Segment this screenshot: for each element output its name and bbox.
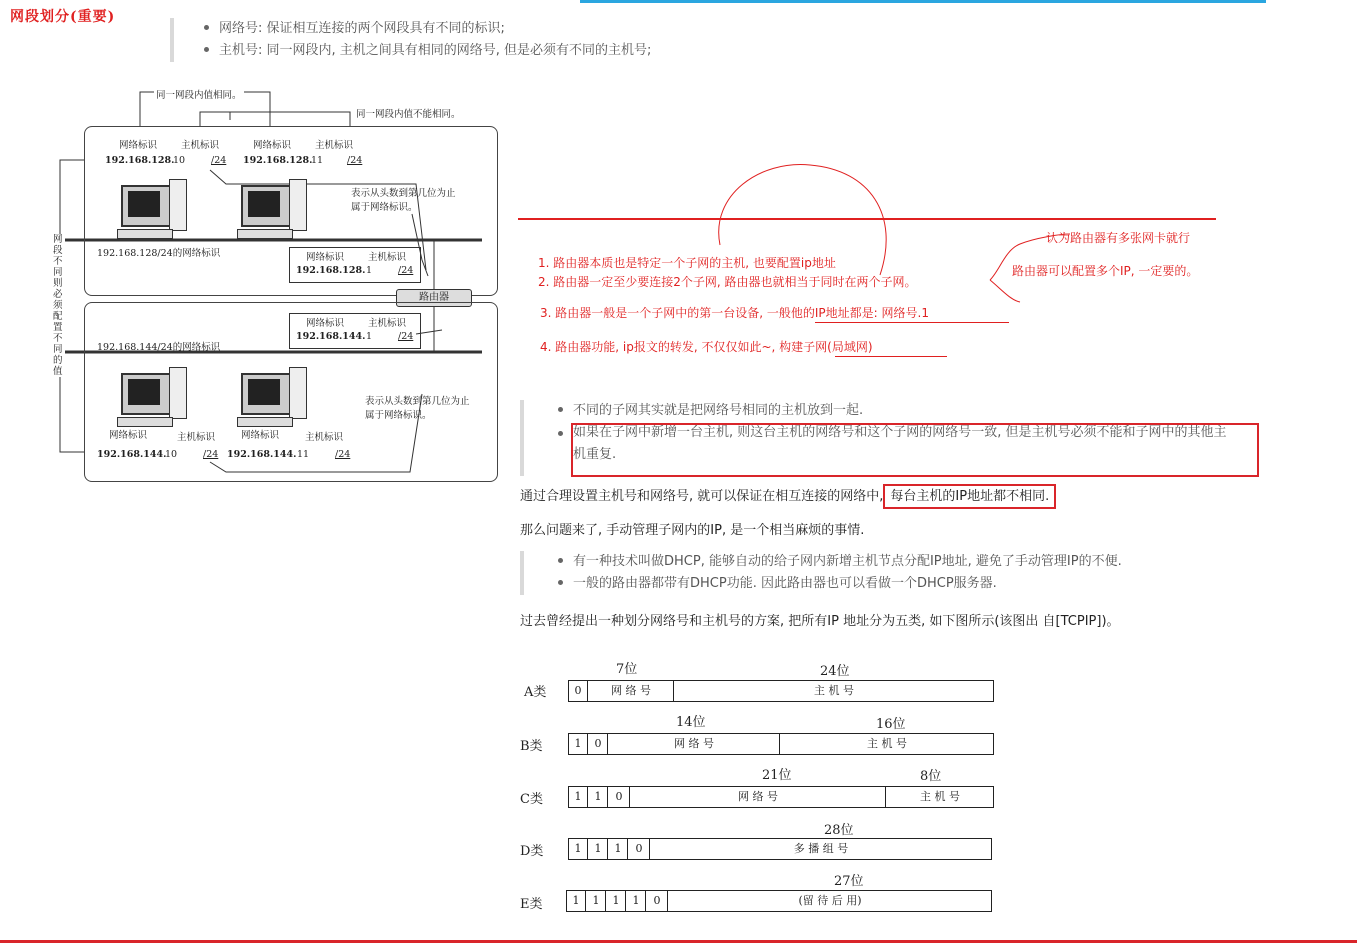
bullet-item (204, 40, 651, 62)
host-bit-count: 16位 (876, 717, 906, 732)
bullet-text: 有一种技术叫做DHCP, 能够自动的给子网内新增主机节点分配IP地址, 避免了手动管理IP的不便. (573, 554, 1122, 569)
bit-cell: 1 (567, 891, 586, 911)
bit-cell: 1 (607, 891, 626, 911)
host-id-label: 主机标识 (305, 432, 344, 443)
net-id-label: 网络标识 (109, 430, 148, 441)
router-label: 路由器 (419, 292, 449, 303)
class-label: A类 (524, 685, 547, 700)
router-point-3: 3. 路由器一般是一个子网中的第一台设备, 一般他的IP地址都是: 网络号.1 (540, 306, 929, 320)
handwritten-underline (815, 322, 1009, 323)
ip-mask: /24 (347, 155, 363, 166)
net-id-label: 网络标识 (306, 252, 345, 263)
ip-network: 192.168.128. (105, 155, 175, 166)
ip-host: 10 (165, 449, 178, 460)
paragraph-text: 通过合理设置主机号和网络号, 就可以保证在相互连接的网络中, (520, 489, 884, 504)
multicast-field: 多 播 组 号 (793, 842, 849, 855)
net-bit-count: 14位 (676, 715, 706, 730)
network-panel-128 (84, 126, 498, 296)
bit-cell: 1 (569, 839, 588, 859)
paragraph-manual-ip: 那么问题来了, 手动管理子网内的IP, 是一个相当麻烦的事情. (520, 523, 865, 538)
host-id-label: 主机标识 (368, 252, 407, 263)
host-id-label: 主机标识 (177, 432, 216, 443)
router-address-box (289, 313, 421, 349)
host-id-label: 主机标识 (368, 318, 407, 329)
rest-bit-count: 28位 (824, 823, 854, 838)
bullet-item (558, 551, 1122, 573)
note-different-value: 同一网段内值不能相同。 (354, 106, 463, 120)
ip-class-figure (518, 655, 998, 920)
net-id-label: 网络标识 (119, 140, 158, 151)
network-panel-144 (84, 302, 498, 482)
bullet-text: 不同的子网其实就是把网络号相同的主机放到一起. (573, 403, 864, 418)
bit-cell: 0 (609, 787, 630, 807)
ip-network: 192.168.128. (296, 265, 366, 276)
bit-cell: 0 (569, 681, 588, 701)
ip-host: 11 (297, 449, 310, 460)
bit-cell: 0 (589, 734, 608, 754)
bullet-item (558, 400, 1258, 422)
ip-mask: /24 (203, 449, 219, 460)
class-d-layout (568, 838, 992, 860)
host-field: 主 机 号 (867, 737, 907, 750)
bit-cell: 1 (627, 891, 646, 911)
handwritten-underline (835, 356, 947, 357)
host-field: 主 机 号 (920, 790, 960, 803)
ip-network: 192.168.144. (227, 449, 297, 460)
router-point-1: 1. 路由器本质也是特定一个子网的主机, 也要配置ip地址 (538, 256, 836, 270)
net-field: 网 络 号 (631, 787, 886, 807)
class-label: E类 (520, 897, 543, 912)
bit-cell: 1 (589, 787, 608, 807)
bit-cell: 1 (609, 839, 628, 859)
ip-mask: /24 (398, 265, 414, 276)
class-label: B类 (520, 739, 543, 754)
bit-cell: 1 (569, 787, 588, 807)
ip-mask: /24 (211, 155, 227, 166)
net-id-label: 网络标识 (253, 140, 292, 151)
top-divider (580, 0, 1266, 3)
top-bullet-list (170, 18, 651, 62)
ip-host: 10 (173, 155, 186, 166)
ip-host: 11 (311, 155, 324, 166)
highlight-box (571, 423, 1259, 477)
rest-bit-count: 27位 (834, 874, 864, 889)
ip-network: 192.168.144. (97, 449, 167, 460)
mask-explanation: 表示从头数到第几位为止属于网络标识。 (351, 188, 456, 213)
network-caption: 192.168.144/24的网络标识 (97, 342, 221, 353)
bit-cell: 0 (629, 839, 650, 859)
host-bit-count: 24位 (820, 664, 850, 679)
reserved-field: (留 待 后 用) (798, 894, 862, 907)
side-note-vertical: 网段不同则必须配置不同的值 (53, 234, 65, 377)
net-bit-count: 7位 (616, 662, 638, 677)
bit-cell: 0 (647, 891, 668, 911)
note-router-nics: 认为路由器有多张网卡就行 (1046, 231, 1191, 245)
host-id-label: 主机标识 (181, 140, 220, 151)
router-point-4: 4. 路由器功能, ip报文的转发, 不仅仅如此~, 构建子网(局域网) (540, 340, 873, 354)
network-diagram (50, 80, 510, 480)
host-field: 主 机 号 (814, 684, 854, 697)
network-caption: 192.168.128/24的网络标识 (97, 248, 221, 259)
bullet-text: 一般的路由器都带有DHCP功能. 因此路由器也可以看做一个DHCP服务器. (573, 576, 997, 591)
router-address-box (289, 247, 421, 283)
paragraph-ip-classes: 过去曾经提出一种划分网络号和主机号的方案, 把所有IP 地址分为五类, 如下图所示(该图出 自[TCPIP])。 (520, 614, 1120, 629)
mask-explanation: 表示从头数到第几位为止属于网络标识。 (365, 396, 470, 421)
router-point-2: 2. 路由器一定至少要连接2个子网, 路由器也就相当于同时在两个子网。 (538, 275, 917, 289)
class-label: D类 (520, 844, 544, 859)
host-bit-count: 8位 (920, 769, 942, 784)
ip-network: 192.168.128. (243, 155, 313, 166)
note-router-multi-ip: 路由器可以配置多个IP, 一定要的。 (1012, 264, 1199, 278)
ip-mask: /24 (335, 449, 351, 460)
net-field: 网 络 号 (589, 681, 674, 701)
ip-network: 192.168.144. (296, 331, 366, 342)
section-heading: 网段划分(重要) (10, 9, 116, 25)
net-bit-count: 21位 (762, 768, 792, 783)
bit-cell: 1 (589, 839, 608, 859)
highlighted-text: 每台主机的IP地址都不相同. (883, 484, 1056, 509)
bit-cell: 1 (587, 891, 606, 911)
net-id-label: 网络标识 (241, 430, 280, 441)
class-a-layout (568, 680, 994, 702)
ip-host: 1 (366, 265, 373, 276)
net-id-label: 网络标识 (306, 318, 345, 329)
host-id-label: 主机标识 (315, 140, 354, 151)
bullet-text: 主机号: 同一网段内, 主机之间具有相同的网络号, 但是必须有不同的主机号; (219, 43, 652, 58)
paragraph-subnet-ip (520, 485, 1056, 504)
bit-cell: 1 (569, 734, 588, 754)
note-same-value: 同一网段内值相同。 (154, 87, 244, 101)
bullet-item (204, 18, 651, 40)
class-b-layout (568, 733, 994, 755)
dhcp-bullet-list (520, 551, 1122, 595)
class-label: C类 (520, 792, 543, 807)
class-e-layout (566, 890, 992, 912)
ip-mask: /24 (398, 331, 414, 342)
bullet-item (558, 573, 1122, 595)
bullet-text: 网络号: 保证相互连接的两个网段具有不同的标识; (219, 21, 505, 36)
bullet-text: 如果在子网中新增一台主机, 则这台主机的网络号和这个子网的网络号一致, 但是主机号必须不能和子网中的其他主机重复. (573, 425, 1227, 462)
ip-host: 1 (366, 331, 373, 342)
class-c-layout (568, 786, 994, 808)
net-field: 网 络 号 (609, 734, 780, 754)
